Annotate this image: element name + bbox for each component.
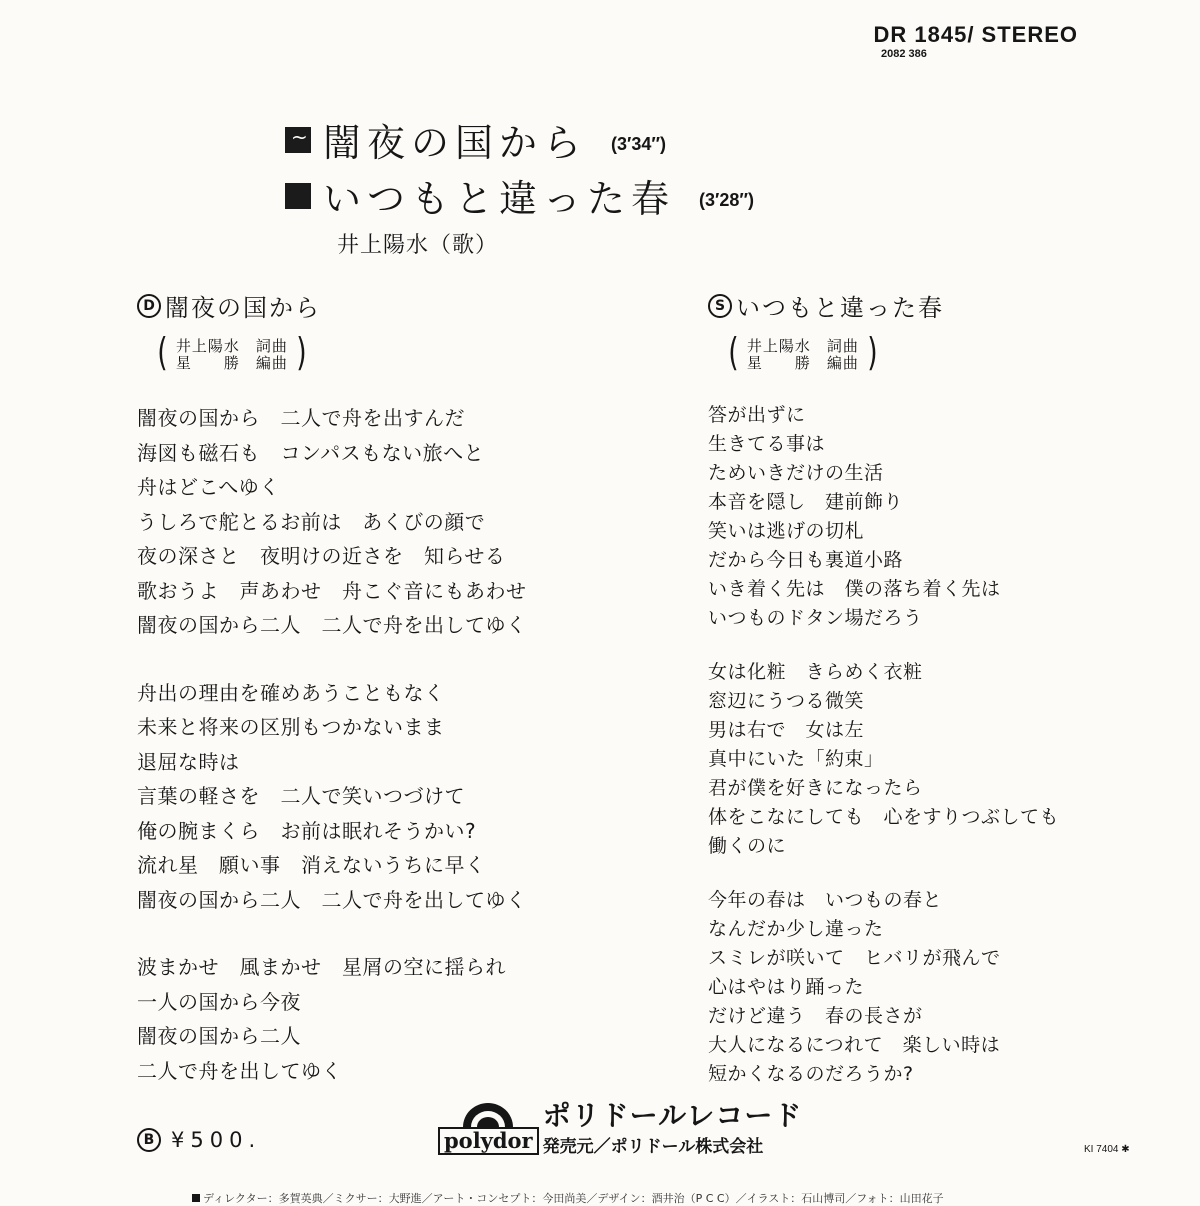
lyric-line: 未来と将来の区別もつかないまま (137, 715, 445, 739)
lyric-line: 海図も磁石も コンパスもない旅へと (137, 440, 485, 465)
open-paren-glyph: ( (728, 330, 739, 374)
distributor: 発売元／ポリドール株式会社 (542, 1137, 764, 1157)
lyric-line: ためいきだけの生活 (708, 462, 884, 484)
song-credits (726, 330, 1059, 375)
lyric-line: 心はやはり踊った (708, 976, 865, 998)
close-paren-glyph: ) (867, 330, 878, 374)
lyric-line: 窓辺にうつる微笑 (708, 690, 865, 712)
catalog-subnumber: 2082 386 (881, 48, 927, 60)
track-title-1 (285, 112, 666, 167)
lyric-line: うしろで舵とるお前は あくびの顔で (137, 509, 486, 534)
lyric-line: 闇夜の国から二人 二人で舟を出してゆく (137, 613, 527, 637)
lyric-line: 夜の深さと 夜明けの近さを 知らせる (137, 544, 506, 568)
credit-line: 井上陽水 詞曲 (746, 337, 859, 355)
lyric-line: 舟はどこへゆく (137, 475, 280, 499)
lyric-line: 流れ星 願い事 消えないうちに早く (137, 853, 486, 877)
lyric-line: 笑いは逃げの切札 (708, 520, 865, 542)
song-title: 闇夜の国から (165, 294, 321, 322)
side-a-marker-icon (285, 127, 311, 153)
print-code: KI 7404 ✱ (1084, 1144, 1130, 1155)
stanza (137, 401, 527, 643)
lyric-line: 退屈な時は (137, 749, 240, 774)
lyric-line: 舟出の理由を確めあうこともなく (137, 680, 445, 705)
side-a-lyrics-column (137, 288, 527, 1121)
lyric-line: 生きてる事は (708, 433, 826, 455)
track-name: いつもと違った春 (323, 177, 676, 221)
lyric-line: 君が僕を好きになったら (708, 777, 923, 799)
lyric-line: 歌おうよ 声あわせ 舟こぐ音にもあわせ (137, 578, 527, 603)
label-name: ポリドールレコード (542, 1099, 803, 1132)
side-badge: S (708, 294, 732, 318)
stanza (137, 950, 527, 1088)
track-duration: (3′28″) (699, 190, 754, 210)
polydor-wordmark: polydor (438, 1127, 539, 1155)
lyric-line: 今年の春は いつもの春と (708, 889, 943, 911)
song-heading (708, 288, 1059, 323)
lyric-line: スミレが咲いて ヒバリが飛んで (708, 947, 1001, 969)
lyrics (137, 401, 527, 1088)
polydor-emblem-icon (461, 1103, 515, 1127)
lyric-line: 二人で舟を出してゆく (137, 1058, 342, 1083)
side-b-lyrics-column (708, 288, 1059, 1114)
stanza (708, 886, 1059, 1089)
lyrics (708, 401, 1059, 1089)
track-title-2 (285, 168, 754, 223)
lyric-line: 一人の国から今夜 (137, 989, 301, 1014)
song-credits (155, 330, 527, 375)
track-name: 闇夜の国から (323, 121, 588, 165)
side-b-marker-icon (285, 183, 311, 209)
lyric-line: いつものドタン場だろう (708, 607, 923, 629)
lyric-line: 闇夜の国から 二人で舟を出すんだ (137, 406, 465, 430)
lyric-line: 答が出ずに (708, 404, 806, 426)
lyric-line: 闇夜の国から二人 (137, 1024, 301, 1048)
lyric-line: 本音を隠し 建前飾り (708, 491, 904, 513)
song-title: いつもと違った春 (736, 294, 944, 322)
price-badge: B (137, 1128, 161, 1152)
credit-line: 星 勝 編曲 (746, 354, 859, 372)
stanza (708, 401, 1059, 633)
lyric-line: 波まかせ 風まかせ 星屑の空に揺られ (137, 955, 506, 979)
lyric-line: 男は右で 女は左 (708, 719, 865, 741)
price (137, 1128, 261, 1152)
lyric-line: 体をこなにしても 心をすりつぶしても (708, 806, 1060, 828)
credit-line: 井上陽水 詞曲 (175, 337, 288, 355)
lyric-line: 短かくなるのだろうか? (708, 1063, 914, 1085)
lyric-line: だけど違う 春の長さが (708, 1005, 923, 1027)
lyric-line: 働くのに (708, 835, 787, 857)
label-logo-block (438, 1100, 802, 1157)
lyric-line: 闇夜の国から二人 二人で舟を出してゆく (137, 887, 527, 912)
lyric-line: 言葉の軽さを 二人で笑いつづけて (137, 784, 465, 808)
polydor-logo (438, 1103, 539, 1155)
catalog-number: DR 1845/ STEREO (873, 22, 1078, 47)
track-duration: (3′34″) (611, 134, 666, 154)
close-paren-glyph: ) (296, 330, 307, 374)
open-paren-glyph: ( (157, 330, 168, 374)
lyric-line: 真中にいた「約束」 (708, 748, 884, 770)
lyric-line: なんだか少し違った (708, 918, 884, 940)
song-heading (137, 288, 527, 323)
stanza (137, 676, 527, 918)
square-bullet-icon (192, 1194, 200, 1202)
credit-line: 星 勝 編曲 (175, 354, 288, 372)
lyric-line: いき着く先は 僕の落ち着く先は (708, 578, 1001, 600)
side-badge: D (137, 294, 161, 318)
artist-name: 井上陽水（歌） (337, 233, 499, 258)
staff-credits-text: ディレクター：多賀英典／ミクサー：大野進／アート・コンセプト：今田尚美／デザイン：酒井治（P C C）／イラスト：石山博司／フォト：山田花子 (203, 1192, 944, 1205)
staff-credits (192, 1190, 944, 1206)
lyric-line: 女は化粧 きらめく衣粧 (708, 661, 923, 683)
lyric-line: だから今日も裏道小路 (708, 549, 904, 571)
lyric-line: 大人になるにつれて 楽しい時は (708, 1034, 1001, 1056)
stanza (708, 658, 1059, 861)
lyric-line: 俺の腕まくら お前は眠れそうかい? (137, 818, 477, 843)
price-value: ¥500. (171, 1128, 262, 1152)
